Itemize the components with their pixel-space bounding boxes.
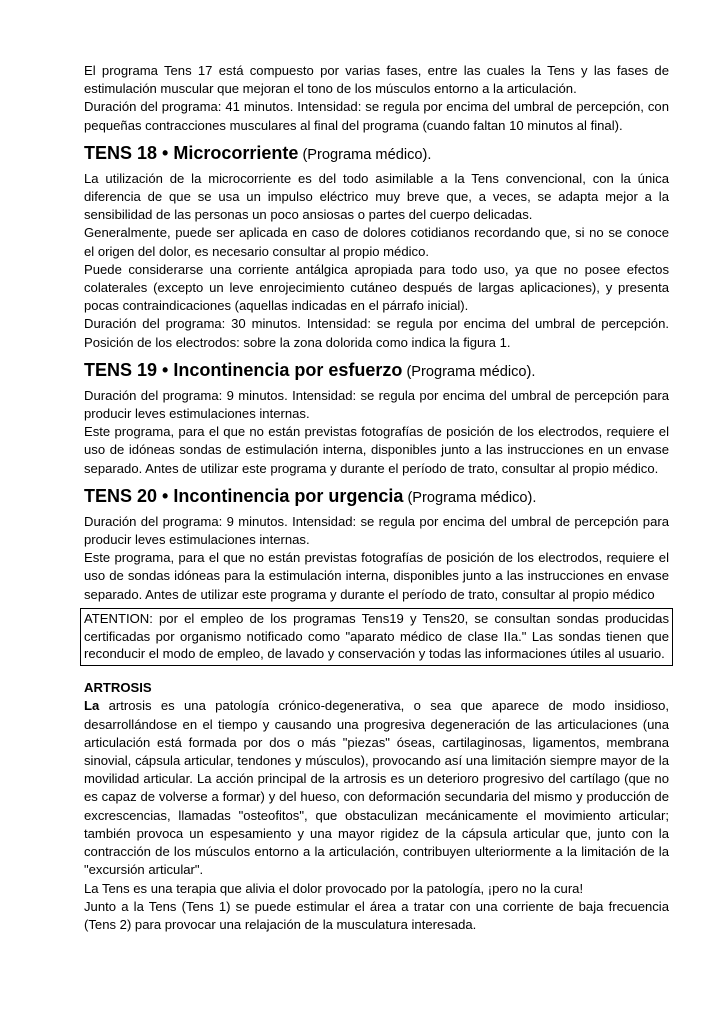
attention-notice-box [80,608,673,666]
body-paragraph: Este programa, para el que no están previstas fotografías de posición de los electrodos, requiere el uso de idóneas sondas de estimulación interna, disponibles junto a las instrucciones en un envase separado. Antes de utilizar este programa y durante el período de trato, consultar al propio médico. [84,424,669,476]
body-paragraph: Generalmente, puede ser aplicada en caso de dolores cotidianos recordando que, si no se conoce el origen del dolor, es necesario consultar al propio médico. [84,225,669,259]
section-tens18 [84,140,669,352]
artrosis-title: ARTROSIS [84,680,152,696]
heading-tag: (Programa médico). [298,146,432,163]
intro-paragraph: El programa Tens 17 está compuesto por varias fases, entre las cuales la Tens y las fases de estimulación muscular que mejoran el tono de los músculos entorno a la articulación. [84,63,669,97]
artrosis-lead-word: La [84,698,100,714]
body-paragraph: Duración del programa: 30 minutos. Intensidad: se regula por encima del umbral de percepción. Posición de los electrodos: sobre la zona dolorida como indica la figura 1. [84,316,669,350]
body-paragraph: Duración del programa: 9 minutos. Intensidad: se regula por encima del umbral de percepción para producir leves estimulaciones internas. [84,387,669,422]
section-artrosis [84,679,669,934]
section-heading [84,357,669,385]
heading-code: TENS 18 • [84,142,174,163]
heading-name: Microcorriente [173,142,299,163]
artrosis-treatment-paragraph: Junto a la Tens (Tens 1) se puede estimular el área a tratar con una corriente de baja frecuencia (Tens 2) para provocar una relajación de la musculatura interesada. [84,898,669,932]
document-page [84,62,669,934]
body-paragraph: Este programa, para el que no están previstas fotografías de posición de los electrodos, requiere el uso de sondas idóneas para la estimulación interna, disponibles junto a las instrucciones en envase separado. Antes de utilizar este programa y durante el período de trato, consultar al propio médico [84,550,669,602]
heading-name: Incontinencia por urgencia [173,485,404,506]
intro-duration-paragraph: Duración del programa: 41 minutos. Intensidad: se regula por encima del umbral de percepción, con pequeñas contracciones musculares al final del programa (cuando faltan 10 minutos al final). [84,99,669,133]
heading-code: TENS 19 • [84,359,174,380]
body-paragraph: La utilización de la microcorriente es del todo asimilable a la Tens convencional, con la única diferencia de que se usa un impulso eléctrico muy breve que, a veces, se adapta mejor a la sensibilidad de las personas un poco ansiosas o partes del cuerpo delicadas. [84,170,669,223]
body-paragraph: Puede considerarse una corriente antálgica apropiada para todo uso, ya que no posee efectos colaterales (excepto un leve enrojecimiento cutáneo después de largas aplicaciones), y presenta pocas contraindicaciones (aquellas indicadas en el párrafo inicial). [84,261,669,314]
section-tens19 [84,357,669,478]
heading-tag: (Programa médico). [403,489,537,506]
section-tens20 [84,483,669,604]
section-heading [84,483,669,511]
artrosis-paragraph-text: artrosis es una patología crónico-degenerativa, o sea que aparece de modo insidioso, desarrollándose en el tiempo y causando una progresiva degeneración de las articulaciones (una articulación está formada por dos o más "piezas" óseas, cartilaginosas, ligamentos, membrana sinovial, cápsula articular, tendones y músculos), provocando así una limitación siempre mayor de la movilidad articular. La acción principal de la artrosis es un deterioro progresivo del cartílago (que no es capaz de volverse a formar) y del hueso, con deformación secundaria del mismo y producción de excrescencias, llamadas "osteofitos", que obstaculizan mecánicamente el movimiento articular; también provoca un espesamiento y una mayor rigidez de la cápsula articular que, junto con la contracción de los músculos entorno a la articulación, contribuyen ulteriormente a la limitación de la "excursión articular". [84,698,669,878]
heading-code: TENS 20 • [84,485,174,506]
artrosis-tens-paragraph: La Tens es una terapia que alivia el dolor provocado por la patología, ¡pero no la cura! [84,880,584,896]
heading-tag: (Programa médico). [402,363,536,380]
artrosis-paragraph [84,697,669,879]
section-heading [84,140,669,168]
intro-section [84,62,669,135]
body-paragraph: Duración del programa: 9 minutos. Intensidad: se regula por encima del umbral de percepción para producir leves estimulaciones internas. [84,513,669,548]
heading-name: Incontinencia por esfuerzo [173,359,403,380]
attention-notice-text: ATENTION: por el empleo de los programas Tens19 y Tens20, se consultan sondas producidas certificadas por organismo notificado como "aparato médico de clase IIa." Las sondas tienen que reconducir el modo de empleo, de lavado y conservación y todas las informaciones útiles al usuario. [84,610,669,662]
